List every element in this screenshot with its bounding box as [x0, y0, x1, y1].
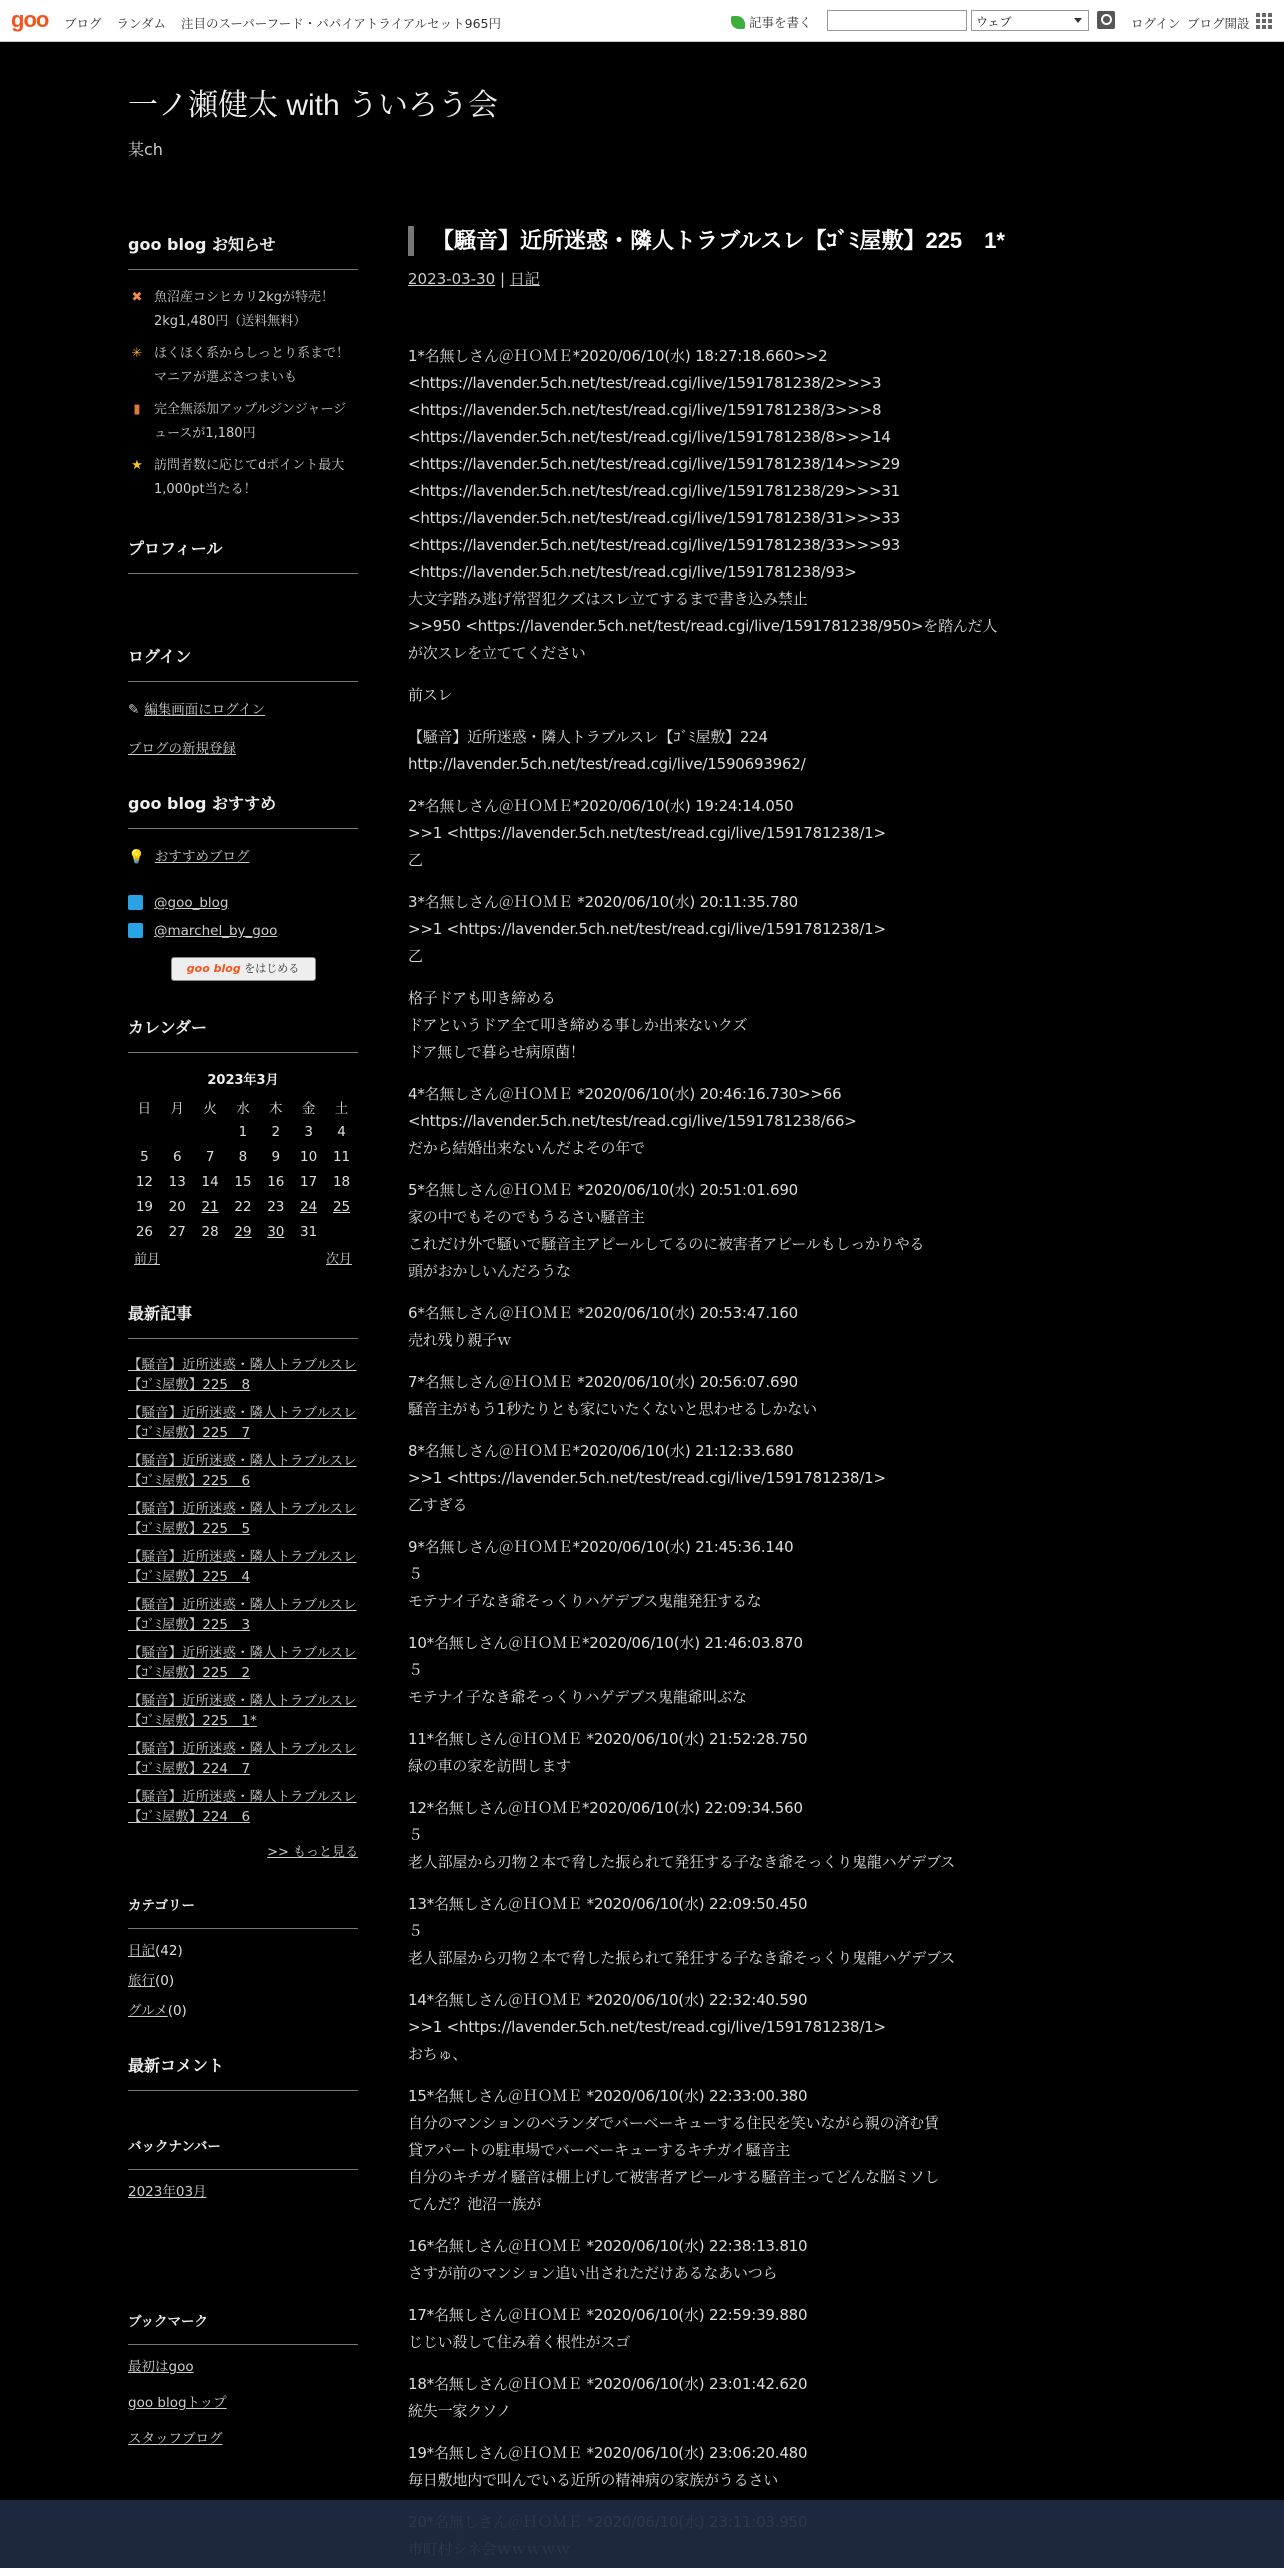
calendar-day: [325, 1219, 358, 1244]
nav-promo[interactable]: 注目のスーパーフード・パパイアトライアルセット965円: [181, 16, 501, 31]
write-article-button[interactable]: [731, 13, 812, 31]
recent-heading: 最新記事: [128, 1301, 358, 1339]
pencil-icon: ✎: [128, 702, 140, 718]
bookmark-link[interactable]: goo blogトップ: [128, 2395, 227, 2411]
top-nav: [64, 14, 512, 32]
calendar-day: 19: [135, 1198, 154, 1215]
weekday-header: 日: [137, 1100, 152, 1117]
recent-post-link[interactable]: 【騒音】近所迷惑・隣人トラブルスレ【ｺﾞﾐ屋敷】225 4: [128, 1549, 357, 1585]
calendar-day: 31: [300, 1223, 318, 1240]
post-paragraph: 13*名無しさん＠ＨＯＭＥ *2020/06/10(水) 22:09:50.450 ５ 老人部屋から刃物２本で脅した振られて発狂する子なき爺そっくり鬼龍ハゲデブス: [408, 1895, 956, 1967]
calendar-day: [194, 1119, 227, 1144]
news-item[interactable]: [128, 398, 358, 446]
weekday-header: 月: [170, 1100, 185, 1117]
post-paragraph: 10*名無しさん＠ＨＯＭＥ*2020/06/10(水) 21:46:03.870 ５ モテナイ子なき爺そっくりハゲデブス鬼龍爺叫ぶな: [408, 1634, 803, 1706]
calendar-day: 23: [267, 1198, 285, 1215]
weekday-header: 水: [236, 1100, 250, 1117]
post-paragraph: 2*名無しさん＠ＨＯＭＥ*2020/06/10(水) 19:24:14.050 >>1 <https://lavender.5ch.net/test/read.cgi/live/1591781238/1> 乙: [408, 797, 886, 869]
news-item[interactable]: [128, 286, 358, 334]
category-heading: カテゴリー: [128, 1894, 358, 1929]
post-paragraph: 【騒音】近所迷惑・隣人トラブルスレ【ｺﾞﾐ屋敷】224 http://lavender.5ch.net/test/read.cgi/live/1590693962/: [408, 728, 806, 773]
start-prefix: goo blog: [186, 962, 241, 975]
calendar-day: 10: [300, 1148, 318, 1165]
open-blog-link[interactable]: ブログ開設: [1187, 16, 1250, 31]
calendar-day[interactable]: 30: [267, 1223, 285, 1240]
login-heading: ログイン: [128, 644, 358, 682]
post-paragraph: 4*名無しさん＠ＨＯＭＥ *2020/06/10(水) 20:46:16.730>>66 <https://lavender.5ch.net/test/read.cgi/live/1591781238/66> だから結婚出来ないんだよその年で: [408, 1085, 857, 1157]
calendar-day: 27: [168, 1223, 186, 1240]
drink-icon: ▮: [133, 402, 141, 417]
edit-login-label: 編集画面にログイン: [144, 702, 266, 718]
calendar-day: 20: [168, 1198, 186, 1215]
profile-section: [128, 536, 358, 574]
weekday-header: 木: [269, 1100, 283, 1117]
recent-post-link[interactable]: 【騒音】近所迷惑・隣人トラブルスレ【ｺﾞﾐ屋敷】225 5: [128, 1501, 357, 1537]
news-heading: goo blog お知らせ: [128, 232, 358, 270]
calendar-day: 22: [234, 1198, 252, 1215]
calendar-day: 16: [267, 1173, 285, 1190]
post-paragraph: 11*名無しさん＠ＨＯＭＥ *2020/06/10(水) 21:52:28.750 緑の車の家を訪問します: [408, 1730, 808, 1775]
twitter-goo-blog-link[interactable]: [128, 895, 358, 911]
calendar-day: 3: [304, 1123, 313, 1140]
post-title[interactable]: 【騒音】近所迷惑・隣人トラブルスレ【ｺﾞﾐ屋敷】225 1*: [408, 226, 1048, 256]
post-paragraph: 3*名無しさん＠ＨＯＭＥ *2020/06/10(水) 20:11:35.780 >>1 <https://lavender.5ch.net/test/read.cgi/live/1591781238/1> 乙: [408, 893, 886, 965]
calendar-day: 17: [300, 1173, 318, 1190]
sun-icon: ✳: [131, 346, 143, 361]
news-link[interactable]: 訪問者数に応じてdポイント最大1,000pt当たる！: [154, 458, 345, 497]
login-section: [128, 644, 358, 757]
post-paragraph: 前スレ: [408, 686, 453, 704]
calendar-day: [128, 1119, 161, 1144]
calendar-day: 11: [332, 1148, 351, 1165]
post-paragraph: 7*名無しさん＠ＨＯＭＥ *2020/06/10(水) 20:56:07.690 騒音主がもう1秒たりとも家にいたくないと思わせるしかない: [408, 1373, 817, 1418]
calendar-table: [128, 1069, 358, 1244]
calendar-day: 18: [332, 1173, 351, 1190]
search-scope-value: ウェブ: [976, 15, 1012, 29]
lightbulb-icon: 💡: [128, 849, 145, 865]
post-paragraph: 6*名無しさん＠ＨＯＭＥ *2020/06/10(水) 20:53:47.160 売れ残り親子ｗ: [408, 1304, 799, 1349]
recent-post-link[interactable]: 【騒音】近所迷惑・隣人トラブルスレ【ｺﾞﾐ屋敷】225 6: [128, 1453, 357, 1489]
post-paragraph: 8*名無しさん＠ＨＯＭＥ*2020/06/10(水) 21:12:33.680 >>1 <https://lavender.5ch.net/test/read.cgi/live/1591781238/1> 乙すぎる: [408, 1442, 886, 1514]
post-paragraph: 9*名無しさん＠ＨＯＭＥ*2020/06/10(水) 21:45:36.140 ５ モテナイ子なき爺そっくりハゲデブス鬼龍発狂するな: [408, 1538, 794, 1610]
post-paragraph: 17*名無しさん＠ＨＯＭＥ *2020/06/10(水) 22:59:39.880 じじい殺して住み着く根性がスゴ: [408, 2306, 808, 2351]
category-count: (0): [155, 1973, 175, 1989]
recent-post-link[interactable]: 【騒音】近所迷惑・隣人トラブルスレ【ｺﾞﾐ屋敷】225 3: [128, 1597, 357, 1633]
recent-post-link[interactable]: 【騒音】近所迷惑・隣人トラブルスレ【ｺﾞﾐ屋敷】225 2: [128, 1645, 357, 1681]
bookmark-section: [128, 2310, 358, 2447]
bookmark-link[interactable]: スタッフブログ: [128, 2431, 223, 2447]
calendar-day: 13: [168, 1173, 186, 1190]
calendar-day: 15: [234, 1173, 252, 1190]
calendar-day: 26: [135, 1223, 154, 1240]
post-paragraph: 18*名無しさん＠ＨＯＭＥ *2020/06/10(水) 23:01:42.620 統失一家クソノ: [408, 2375, 808, 2420]
twitter-icon: [128, 895, 143, 910]
apps-grid-icon[interactable]: [1256, 13, 1272, 29]
post-paragraph: 格子ドアも叩き締める ドアというドア全て叩き締める事しか出来ないクズ ドア無しで暮らせ病原菌！: [408, 989, 748, 1061]
category-item[interactable]: [128, 1939, 358, 1959]
post-paragraph: 14*名無しさん＠ＨＯＭＥ *2020/06/10(水) 22:32:40.590 >>1 <https://lavender.5ch.net/test/read.cgi/live/1591781238/1> おちゅ、: [408, 1991, 886, 2063]
news-link[interactable]: 魚沼産コシヒカリ2kgが特売！2kg1,480円（送料無料）: [154, 290, 335, 329]
backnumber-section: [128, 2135, 358, 2200]
calendar-day: 1: [238, 1123, 248, 1140]
recommend-section: [128, 791, 358, 981]
calendar-day: 14: [201, 1173, 219, 1190]
calendar-section: [128, 1015, 358, 1267]
twitter-icon: [128, 923, 143, 938]
top-bar: [0, 0, 1284, 42]
news-section: [128, 232, 358, 502]
backnumber-link[interactable]: 2023年03月: [128, 2184, 207, 2200]
category-count: (0): [167, 2003, 187, 2019]
calendar-day: [161, 1119, 194, 1144]
login-link[interactable]: ログイン: [1131, 16, 1181, 31]
bookmark-heading: ブックマーク: [128, 2310, 358, 2345]
post-paragraph: 5*名無しさん＠ＨＯＭＥ *2020/06/10(水) 20:51:01.690 家の中でもそのでもうるさい騒音主 これだけ外で騒いで騒音主アピールしてるのに被害者アピールもしっかりやる 頭がおかしいんだろうな: [408, 1181, 925, 1280]
post-category-link[interactable]: 日記: [509, 270, 540, 288]
post-paragraph: 15*名無しさん＠ＨＯＭＥ *2020/06/10(水) 22:33:00.380 自分のマンションのベランダでバーベーキューする住民を笑いながら親の済む賃 貸アパートの駐車場でバーベーキューするキチガイ騒音主 自分のキチガイ騒音は棚上げして被害者アピールする騒音主ってどんな脳ミソし てんだ？池沼一族が: [408, 2087, 940, 2213]
star-icon: ★: [131, 458, 143, 473]
edit-login-link[interactable]: [128, 698, 358, 718]
twitter-handle: @goo_blog: [154, 895, 229, 911]
calendar-day: 4: [337, 1123, 346, 1140]
goo-logo[interactable]: goo: [11, 7, 49, 32]
category-link[interactable]: グルメ: [128, 2003, 168, 2019]
sidebar: [128, 232, 358, 2481]
calendar-day: 2: [271, 1123, 281, 1140]
news-item[interactable]: [128, 454, 358, 502]
news-link[interactable]: ほくほく系からしっとり系まで！マニアが選ぶさつまいも: [154, 346, 350, 385]
calendar-day: 28: [201, 1223, 219, 1240]
calendar-month: 2023年3月: [207, 1073, 279, 1088]
search-button[interactable]: [1097, 11, 1115, 29]
comments-heading: 最新コメント: [128, 2053, 358, 2091]
recent-section: [128, 1301, 358, 1860]
post-paragraph: 19*名無しさん＠ＨＯＭＥ *2020/06/10(水) 23:06:20.480 毎日敷地内で叫んでいる近所の精神病の家族がうるさい: [408, 2444, 808, 2489]
category-link[interactable]: 旅行: [128, 1973, 155, 1989]
calendar-day: 9: [271, 1148, 281, 1165]
search-scope-select[interactable]: [971, 10, 1089, 31]
comments-section: [128, 2053, 358, 2091]
calendar-day[interactable]: 29: [234, 1223, 252, 1240]
search-input[interactable]: [827, 10, 967, 31]
recent-post-link[interactable]: 【騒音】近所迷惑・隣人トラブルスレ【ｺﾞﾐ屋敷】225 8: [128, 1357, 357, 1393]
weekday-header: 土: [334, 1100, 349, 1117]
bottom-overlay-band: [0, 2500, 1284, 2568]
category-item[interactable]: [128, 1969, 358, 1989]
main-content: [408, 226, 1048, 2568]
calendar-day: 12: [135, 1173, 154, 1190]
recent-post-link[interactable]: 【騒音】近所迷惑・隣人トラブルスレ【ｺﾞﾐ屋敷】224 6: [128, 1789, 357, 1825]
category-item[interactable]: [128, 1999, 358, 2019]
calendar-day[interactable]: 25: [332, 1198, 351, 1215]
recommended-blog-link[interactable]: [128, 845, 358, 865]
blog-description: 某ch: [128, 140, 163, 159]
calendar-day: 8: [238, 1148, 248, 1165]
post-date-link[interactable]: 2023-03-30: [408, 270, 496, 288]
calendar-day: 7: [205, 1148, 215, 1165]
calendar-day[interactable]: 21: [201, 1198, 219, 1215]
category-link[interactable]: 日記: [128, 1943, 155, 1959]
pencil-icon: [731, 16, 745, 29]
recent-post-link[interactable]: 【騒音】近所迷惑・隣人トラブルスレ【ｺﾞﾐ屋敷】225 7: [128, 1405, 357, 1441]
recommend-heading: goo blog おすすめ: [128, 791, 358, 829]
post-meta: 2023-03-30 | 日記: [408, 270, 540, 288]
new-blog-link[interactable]: ブログの新規登録: [128, 741, 236, 757]
backnumber-heading: バックナンバー: [128, 2135, 358, 2170]
twitter-handle: @marchel_by_goo: [154, 923, 278, 939]
write-label: 記事を書く: [749, 15, 812, 30]
recent-post-link[interactable]: 【騒音】近所迷惑・隣人トラブルスレ【ｺﾞﾐ屋敷】224 7: [128, 1741, 357, 1777]
news-item[interactable]: [128, 342, 358, 390]
next-month-link[interactable]: 次月: [325, 1252, 352, 1267]
recommended-blog-label: おすすめブログ: [154, 849, 250, 865]
nav-blog[interactable]: ブログ: [64, 16, 102, 31]
recent-list: [128, 1355, 358, 1827]
post-paragraph: 16*名無しさん＠ＨＯＭＥ *2020/06/10(水) 22:38:13.810 さすが前のマンション追い出されただけあるなあいつら: [408, 2237, 808, 2282]
twitter-marchel-link[interactable]: [128, 923, 358, 939]
calendar-day[interactable]: 24: [300, 1198, 318, 1215]
bookmark-link[interactable]: 最初はgoo: [128, 2359, 194, 2375]
nav-random[interactable]: ランダム: [116, 16, 167, 31]
calendar-day: 5: [140, 1148, 149, 1165]
prev-month-link[interactable]: 前月: [134, 1252, 161, 1267]
post-body: [408, 343, 1048, 2563]
category-count: (42): [155, 1943, 183, 1959]
calendar-day: 6: [172, 1148, 182, 1165]
profile-heading: プロフィール: [128, 536, 358, 574]
start-blog-button[interactable]: [171, 957, 316, 981]
post-paragraph: 12*名無しさん＠ＨＯＭＥ*2020/06/10(水) 22:09:34.560 ５ 老人部屋から刃物２本で脅した振られて発狂する子なき爺そっくり鬼龍ハゲデブス: [408, 1799, 956, 1871]
weekday-header: 金: [301, 1100, 316, 1117]
news-link[interactable]: 完全無添加アップルジンジャージュースが1,180円: [154, 402, 347, 441]
weekday-header: 火: [203, 1100, 217, 1117]
start-label: をはじめる: [244, 962, 300, 975]
calendar-heading: カレンダー: [128, 1015, 358, 1053]
blog-title[interactable]: 一ノ瀬健太 with ういろう会: [128, 89, 499, 122]
category-section: [128, 1894, 358, 2019]
rice-icon: ✖: [131, 290, 143, 305]
post-paragraph: 1*名無しさん＠ＨＯＭＥ*2020/06/10(水) 18:27:18.660>>2 <https://lavender.5ch.net/test/read.cgi/live/1591781238/2>>>3 <https://lavender.5ch.net/test/read.cgi/live/1591781238/3>>>8 <https://lavender.5ch.net/test/read.cgi/live/1591781238/8>>>14 <https://lavender.5ch.net/test/read.cgi/live/1591781238/14>>>29 <https://lavender.5ch.net/test/read.cgi/live/1591781238/29>>>31 <https://lavender.5ch.net/test/read.cgi/live/1591781238/31>>>33 <https://lavender.5ch.net/test/read.cgi/live/1591781238/33>>>93 <https://lavender.5ch.net/test/read.cgi/live/1591781238/93> 大文字踏み逃げ常習犯クズはスレ立てするまで書き込み禁止 >>950 <https://lavender.5ch.net/test/read.cgi/live/1591781238/950>を踏んだ人 が次スレを立ててください: [408, 347, 998, 662]
more-link[interactable]: >> もっと見る: [267, 1845, 358, 1860]
recent-post-link[interactable]: 【騒音】近所迷惑・隣人トラブルスレ【ｺﾞﾐ屋敷】225 1*: [128, 1693, 357, 1729]
